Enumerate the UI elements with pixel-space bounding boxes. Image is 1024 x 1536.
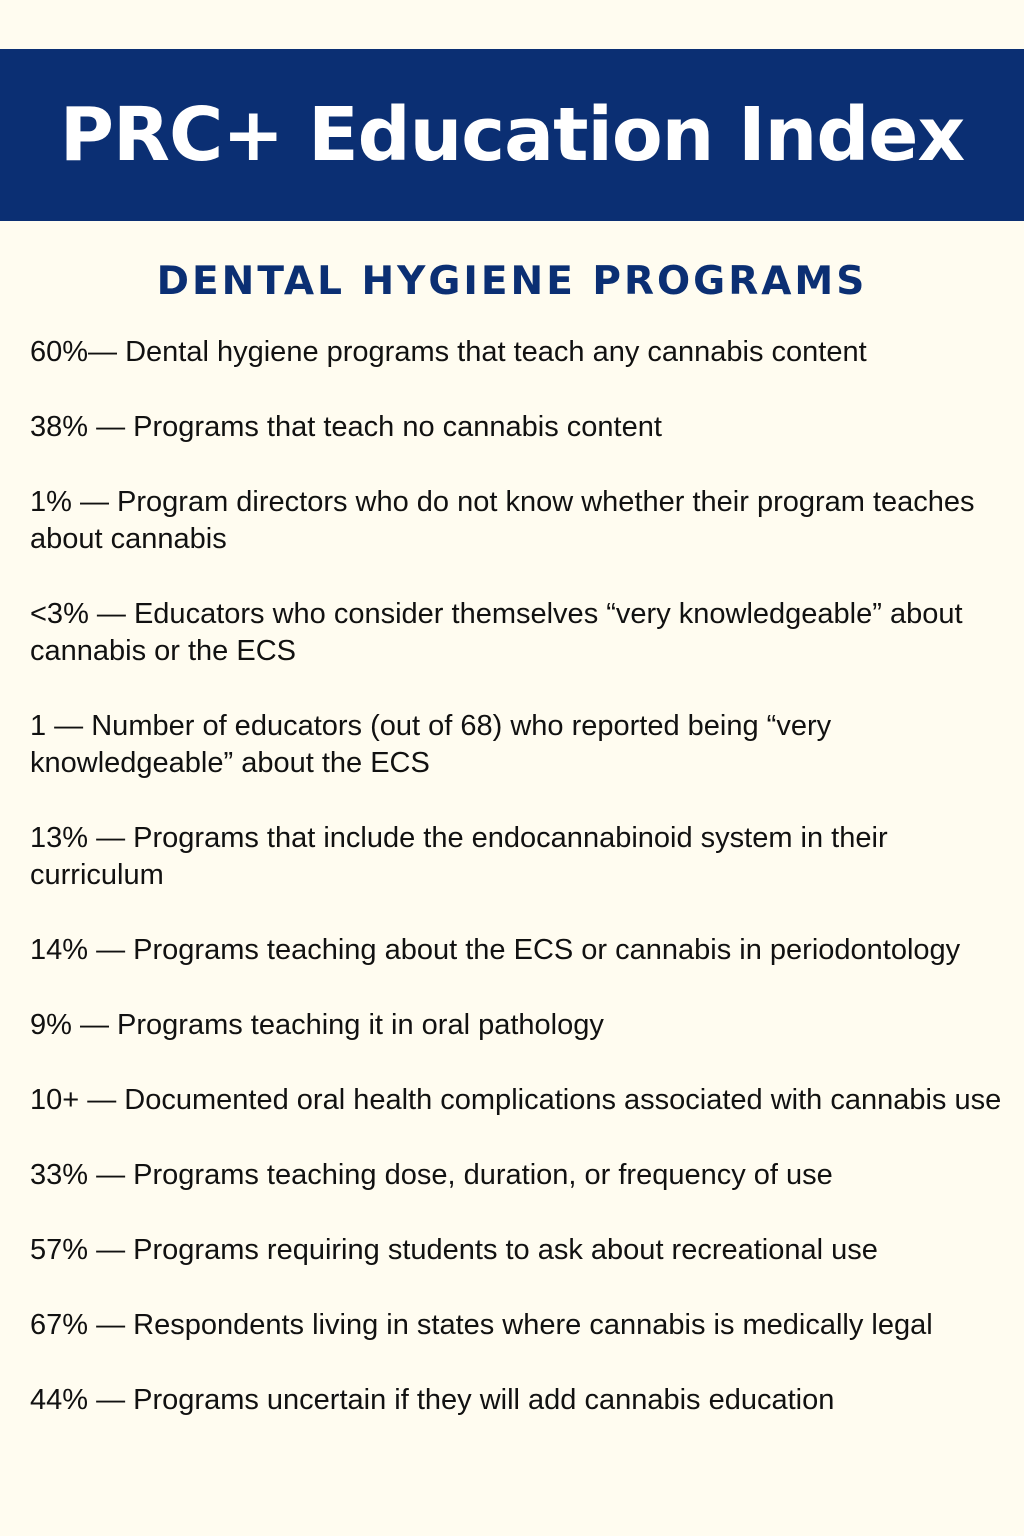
stats-list [30,334,1010,1457]
stat-item: 67% — Respondents living in states where cannabis is medically legal [30,1309,933,1341]
stat-item: 44% — Programs uncertain if they will add cannabis education [30,1384,835,1416]
stat-item: 1 — Number of educators (out of 68) who reported being “very knowledgeable” about the ECS [30,710,832,779]
stat-item: 14% — Programs teaching about the ECS or cannabis in periodontology [30,934,961,966]
stat-item: 13% — Programs that include the endocannabinoid system in their curriculum [30,822,888,891]
section-subtitle: DENTAL HYGIENE PROGRAMS [156,259,868,304]
stat-item: 57% — Programs requiring students to ask about recreational use [30,1234,878,1266]
header-banner [0,49,1024,221]
page-title: PRC+ Education Index [59,92,965,178]
stat-item: 38% — Programs that teach no cannabis content [30,411,662,443]
stat-item: 9% — Programs teaching it in oral pathology [30,1009,604,1041]
stat-item: 10+ — Documented oral health complications associated with cannabis use [30,1084,1002,1116]
stat-item: <3% — Educators who consider themselves “very knowledgeable” about cannabis or the ECS [30,598,963,667]
stat-item: 33% — Programs teaching dose, duration, or frequency of use [30,1159,833,1191]
stat-item: 60%— Dental hygiene programs that teach any cannabis content [30,336,867,368]
stat-item: 1% — Program directors who do not know whether their program teaches about cannabis [30,486,975,555]
